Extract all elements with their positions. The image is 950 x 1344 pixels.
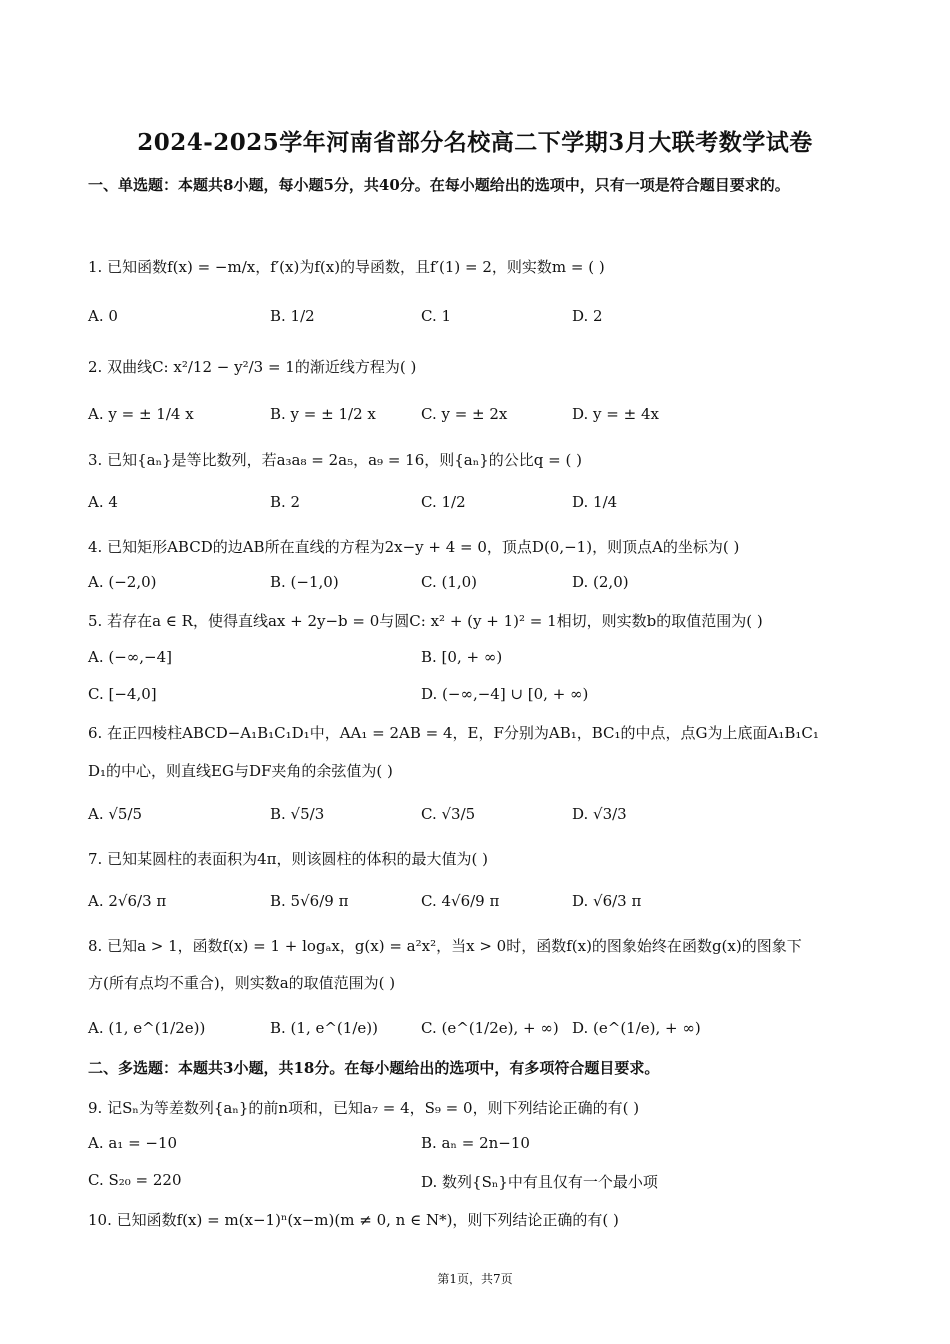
question-7-option-d: D. √6/3 π — [572, 892, 642, 910]
question-7-option-b: B. 5√6/9 π — [270, 892, 349, 910]
question-1-option-c: C. 1 — [421, 307, 452, 325]
question-2-option-b: B. y = ± 1/2 x — [270, 405, 376, 423]
page-title: 2024-2025学年河南省部分名校高二下学期3月大联考数学试卷 — [137, 129, 813, 156]
question-9-option-a: A. a₁ = −10 — [88, 1134, 178, 1152]
question-4-option-d: D. (2,0) — [572, 573, 629, 591]
question-2-option-d: D. y = ± 4x — [572, 405, 659, 423]
question-3-option-d: D. 1/4 — [572, 493, 618, 511]
question-8-option-b: B. (1, e^(1/e)) — [270, 1019, 378, 1037]
question-1-option-a: A. 0 — [88, 307, 118, 325]
question-8-stem-continued: 方(所有点均不重合)，则实数a的取值范围为( ) — [88, 974, 396, 992]
question-5-option-b: B. [0, + ∞) — [421, 648, 503, 666]
question-10-stem: 10. 已知函数f(x) = m(x−1)ⁿ(x−m)(m ≠ 0, n ∈ N*)，则下列结论正确的有( ) — [88, 1211, 619, 1229]
question-2-option-a: A. y = ± 1/4 x — [88, 405, 194, 423]
question-4-option-c: C. (1,0) — [421, 573, 478, 591]
question-3-option-b: B. 2 — [270, 493, 301, 511]
question-2-option-c: C. y = ± 2x — [421, 405, 508, 423]
question-1-stem: 1. 已知函数f(x) = −m/x，f′(x)为f(x)的导函数，且f′(1) = 2，则实数m = ( ) — [88, 258, 605, 276]
section-heading-multiple-choice: 二、多选题：本题共3小题，共18分。在每小题给出的选项中，有多项符合题目要求。 — [88, 1059, 660, 1077]
question-8-option-d: D. (e^(1/e), + ∞) — [572, 1019, 701, 1037]
question-4-option-a: A. (−2,0) — [88, 573, 157, 591]
question-7-option-c: C. 4√6/9 π — [421, 892, 500, 910]
question-1-option-d: D. 2 — [572, 307, 603, 325]
question-6-stem-continued: D₁的中心，则直线EG与DF夹角的余弦值为( ) — [88, 762, 393, 780]
page-footer: 第1页，共7页 — [437, 1272, 513, 1286]
question-6-option-c: C. √3/5 — [421, 805, 476, 823]
question-5-stem: 5. 若存在a ∈ R，使得直线ax + 2y−b = 0与圆C: x² + (y + 1)² = 1相切，则实数b的取值范围为( ) — [88, 612, 763, 630]
question-9-option-d: D. 数列{Sₙ}中有且仅有一个最小项 — [421, 1173, 658, 1191]
question-7-option-a: A. 2√6/3 π — [88, 892, 167, 910]
question-2-stem: 2. 双曲线C: x²/12 − y²/3 = 1的渐近线方程为( ) — [88, 358, 417, 376]
question-8-stem: 8. 已知a > 1，函数f(x) = 1 + logₐx，g(x) = a²x²，当x > 0时，函数f(x)的图象始终在函数g(x)的图象下 — [88, 937, 802, 955]
question-3-option-a: A. 4 — [88, 493, 118, 511]
question-1-option-b: B. 1/2 — [270, 307, 315, 325]
question-4-stem: 4. 已知矩形ABCD的边AB所在直线的方程为2x−y + 4 = 0，顶点D(0,−1)，则顶点A的坐标为( ) — [88, 538, 740, 556]
question-9-stem: 9. 记Sₙ为等差数列{aₙ}的前n项和，已知a₇ = 4，S₉ = 0，则下列结论正确的有( ) — [88, 1099, 640, 1117]
question-8-option-c: C. (e^(1/2e), + ∞) — [421, 1019, 559, 1037]
question-3-stem: 3. 已知{aₙ}是等比数列，若a₃a₈ = 2a₅，a₉ = 16，则{aₙ}的公比q = ( ) — [88, 451, 582, 469]
section-heading-single-choice: 一、单选题：本题共8小题，每小题5分，共40分。在每小题给出的选项中，只有一项是符合题目要求的。 — [88, 176, 790, 194]
question-9-option-c: C. S₂₀ = 220 — [88, 1171, 182, 1189]
question-9-option-b: B. aₙ = 2n−10 — [421, 1134, 530, 1152]
question-5-option-c: C. [−4,0] — [88, 685, 157, 703]
question-6-stem: 6. 在正四棱柱ABCD−A₁B₁C₁D₁中，AA₁ = 2AB = 4，E，F分别为AB₁，BC₁的中点，点G为上底面A₁B₁C₁ — [88, 724, 819, 742]
question-7-stem: 7. 已知某圆柱的表面积为4π，则该圆柱的体积的最大值为( ) — [88, 850, 488, 868]
question-4-option-b: B. (−1,0) — [270, 573, 339, 591]
question-6-option-d: D. √3/3 — [572, 805, 627, 823]
question-5-option-a: A. (−∞,−4] — [88, 648, 173, 666]
question-5-option-d: D. (−∞,−4] ∪ [0, + ∞) — [421, 685, 589, 703]
question-3-option-c: C. 1/2 — [421, 493, 466, 511]
question-6-option-a: A. √5/5 — [88, 805, 143, 823]
question-8-option-a: A. (1, e^(1/2e)) — [88, 1019, 206, 1037]
question-6-option-b: B. √5/3 — [270, 805, 325, 823]
